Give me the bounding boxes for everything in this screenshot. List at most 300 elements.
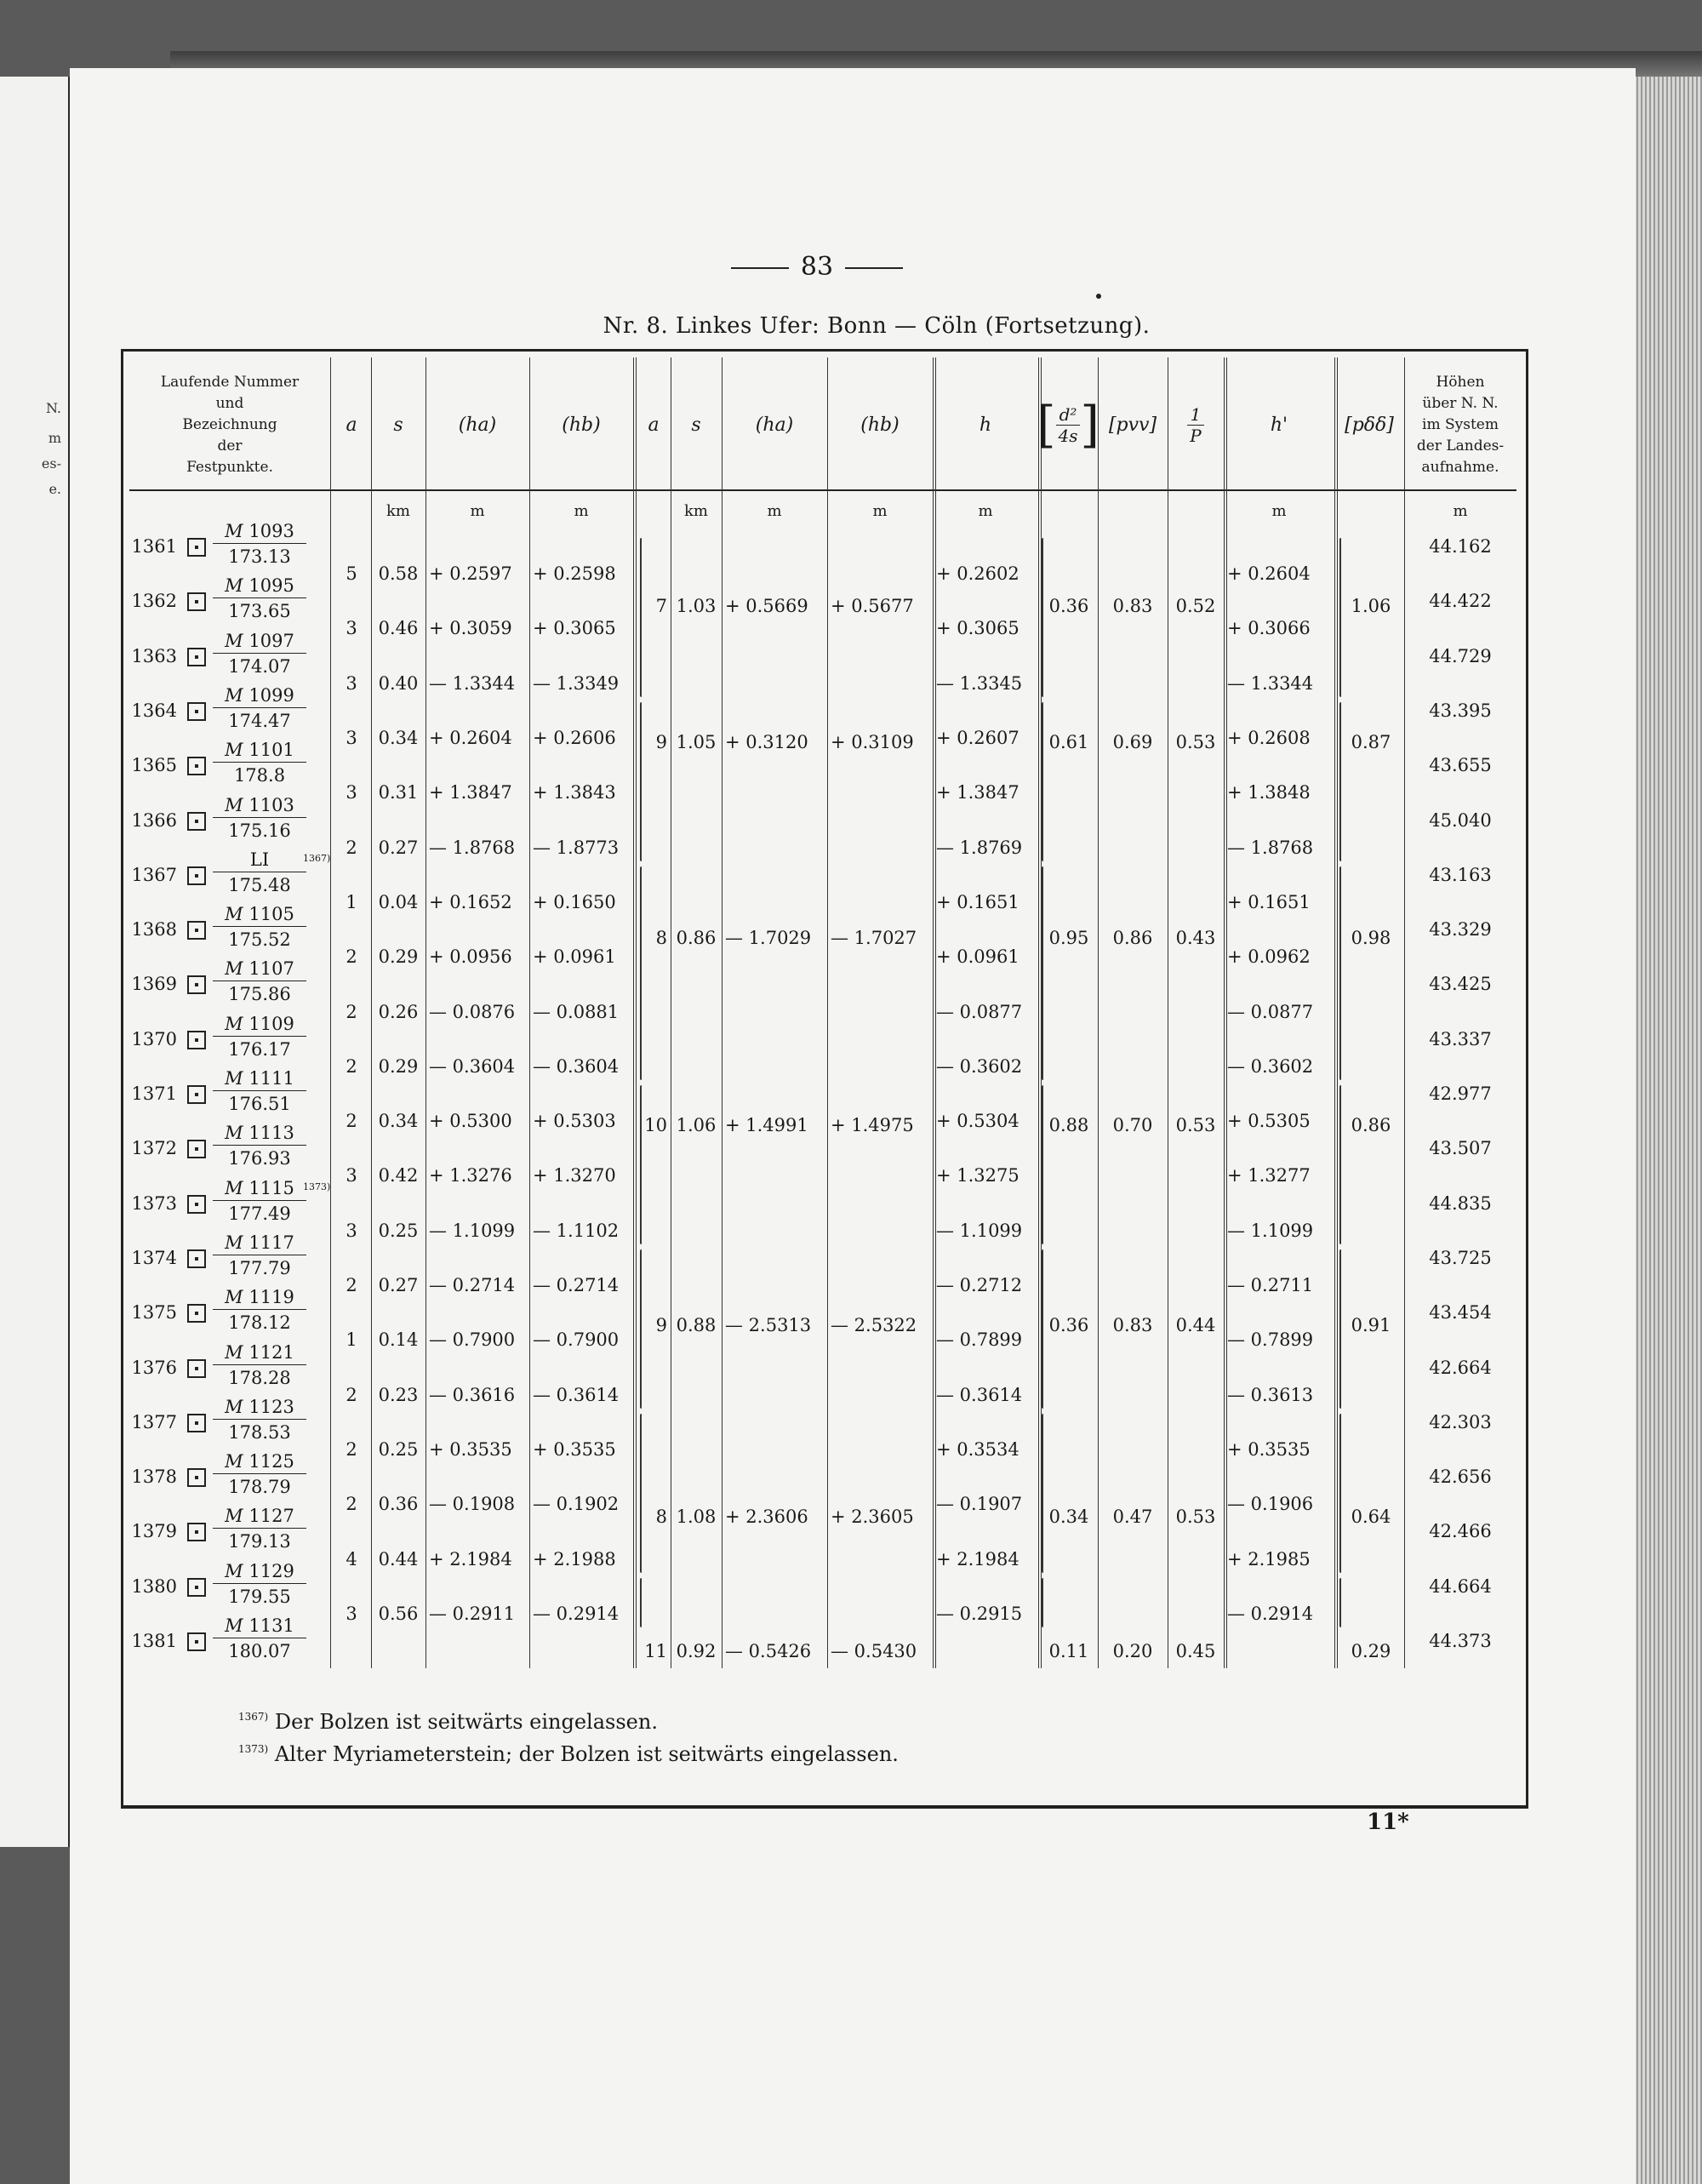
group-1-p: 0.53 [1175,1507,1216,1527]
section-a: 2 [346,1111,357,1132]
section-s: 0.29 [378,946,419,968]
header-rule [129,489,1516,491]
point-km: 174.47 [228,710,291,731]
point-number: 1366 [131,809,177,831]
point-number: 1370 [131,1028,177,1049]
benchmark-symbol-icon [187,1085,206,1104]
footnote-1367: $^{1367)}$ Der Bolzen ist seitwärts eingelassen. [238,1710,658,1734]
section-a: 1 [346,1329,357,1351]
benchmark-symbol-icon [187,1031,206,1049]
height-value: 44.835 [1429,1192,1492,1214]
section-h: + 0.3065 [936,618,1019,639]
benchmark-symbol-icon [187,702,206,721]
section-h-prime: — 0.3602 [1227,1055,1314,1077]
point-km: 178.79 [228,1477,291,1498]
section-a: 2 [346,1494,357,1515]
section-h-prime: + 0.3535 [1227,1438,1311,1460]
header-pdd: [pδδ] [1345,414,1394,436]
previous-page-edge [0,77,71,1847]
section-s: 0.34 [378,1111,419,1132]
group-brace [640,1249,642,1409]
group-brace [640,1085,642,1244]
section-h-prime: + 0.0962 [1227,946,1311,968]
group-pdd: 0.91 [1351,1315,1391,1335]
group-pdd: 0.98 [1351,928,1391,948]
section-h: + 0.5304 [936,1111,1019,1132]
point-km: 175.48 [228,874,291,895]
point-km: 173.65 [228,601,291,622]
ink-dot [1096,294,1101,299]
benchmark-symbol-icon [187,1140,206,1158]
point-number: 1378 [131,1466,177,1488]
footnotes [238,1706,899,1770]
margin-text: m [48,430,61,446]
point-km: 176.93 [228,1148,291,1169]
section-ha: + 0.3535 [429,1438,512,1460]
group-1-p: 0.53 [1175,1115,1216,1135]
point-km: 180.07 [228,1641,291,1661]
section-hb: + 2.1988 [533,1548,616,1569]
height-value: 43.163 [1429,864,1492,885]
point-mark: M 1107 [213,958,306,981]
column-rule [330,357,331,1668]
group-1-p: 0.52 [1175,596,1216,616]
column-rule [529,357,530,1668]
section-s: 0.36 [378,1494,419,1515]
group-brace [1042,1249,1043,1409]
group-a: 7 [655,596,667,616]
header-ha: (ha) [458,414,497,436]
group-pvv: 0.47 [1112,1507,1153,1527]
section-h-prime: — 0.7899 [1227,1329,1314,1351]
group-pvv: 0.83 [1112,1315,1153,1335]
section-s: 0.25 [378,1220,419,1241]
benchmark-symbol-icon [187,1304,206,1323]
section-s: 0.23 [378,1384,419,1405]
group-d2-4s: 0.36 [1048,1315,1089,1335]
footnote-ref: 1367) [303,852,331,864]
group-brace [640,538,642,697]
group-a: 9 [655,732,667,752]
section-h: + 0.3534 [936,1438,1019,1460]
point-mark: M 1127 [213,1506,306,1529]
group-pvv: 0.20 [1112,1641,1153,1661]
group-d2-4s: 0.11 [1048,1641,1089,1661]
section-ha: — 0.1908 [429,1494,516,1515]
margin-text: es- [41,455,61,472]
group-brace [1339,1085,1341,1244]
header-1-p: $\frac{1}{P}$ [1168,362,1224,488]
benchmark-symbol-icon [187,538,206,557]
header-h-prime: h' [1270,414,1288,436]
margin-text: N. [45,400,61,416]
section-h-prime: — 1.1099 [1227,1220,1314,1241]
section-a: 2 [346,1055,357,1077]
point-mark: M 1109 [213,1014,306,1037]
height-value: 44.162 [1429,536,1492,557]
point-km: 176.17 [228,1038,291,1060]
section-ha: + 1.3276 [429,1165,512,1186]
section-s: 0.34 [378,728,419,749]
section-h-prime: — 1.8768 [1227,837,1314,858]
height-value: 43.725 [1429,1247,1492,1268]
benchmark-symbol-icon [187,1632,206,1651]
section-h: — 0.1907 [936,1494,1023,1515]
group-hb: + 0.3109 [831,732,914,752]
group-ha: + 0.5669 [725,596,808,616]
header-a2: a [648,414,660,436]
benchmark-symbol-icon [187,1359,206,1378]
section-s: 0.44 [378,1548,419,1569]
point-number: 1362 [131,591,177,612]
section-hb: + 0.3535 [533,1438,616,1460]
point-number: 1377 [131,1411,177,1432]
header-hoehen: Höhen über N. N. im System der Landes- aufnahme. [1416,373,1505,476]
section-a: 2 [346,1384,357,1405]
group-pvv: 0.86 [1112,928,1153,948]
section-s: 0.27 [378,837,419,858]
group-brace [640,702,642,861]
section-a: 5 [346,563,357,585]
section-a: 3 [346,672,357,694]
group-1-p: 0.53 [1175,732,1216,752]
point-km: 175.52 [228,929,291,951]
section-hb: + 0.5303 [533,1111,616,1132]
point-number: 1371 [131,1083,177,1104]
point-number: 1365 [131,755,177,776]
unit-s2: km [684,502,708,520]
point-mark: M 1093 [213,521,306,544]
column-rule [1098,357,1099,1668]
point-km: 178.28 [228,1367,291,1388]
section-hb: + 0.2606 [533,728,616,749]
benchmark-symbol-icon [187,1195,206,1214]
section-s: 0.40 [378,672,419,694]
group-ha: — 0.5426 [725,1641,812,1661]
group-hb: + 1.4975 [831,1115,914,1135]
height-value: 43.655 [1429,755,1492,776]
section-ha: + 0.1652 [429,891,512,912]
section-hb: — 1.1102 [533,1220,620,1241]
point-km: 176.51 [228,1094,291,1114]
section-hb: — 0.2914 [533,1603,620,1624]
section-ha: + 0.2604 [429,728,512,749]
group-brace [640,1414,642,1573]
point-number: 1369 [131,974,177,995]
section-h: + 0.2607 [936,728,1019,749]
height-value: 44.373 [1429,1631,1492,1651]
unit-hb: m [574,502,589,520]
point-mark: M 1099 [213,685,306,708]
point-mark: M 1111 [213,1068,306,1091]
group-a: 8 [655,1507,667,1527]
group-1-p: 0.43 [1175,928,1216,948]
section-s: 0.46 [378,618,419,639]
column-rule [827,357,828,1668]
group-s: 1.05 [676,732,717,752]
group-s: 1.03 [676,596,717,616]
group-brace [1339,1578,1341,1627]
section-hb: + 1.3270 [533,1165,616,1186]
group-d2-4s: 0.61 [1048,732,1089,752]
section-h-prime: + 2.1985 [1227,1548,1311,1569]
section-ha: + 1.3847 [429,782,512,803]
section-h-prime: + 0.5305 [1227,1111,1311,1132]
point-mark: M 1097 [213,631,306,654]
section-s: 0.14 [378,1329,419,1351]
height-value: 42.664 [1429,1357,1492,1378]
benchmark-symbol-icon [187,1523,206,1541]
point-number: 1380 [131,1575,177,1597]
height-value: 44.664 [1429,1575,1492,1597]
group-d2-4s: 0.95 [1048,928,1089,948]
header-pvv: [pvv] [1108,414,1157,436]
section-a: 3 [346,1220,357,1241]
section-ha: — 1.3344 [429,672,516,694]
section-s: 0.04 [378,891,419,912]
section-h-prime: — 0.3613 [1227,1384,1314,1405]
height-value: 43.395 [1429,700,1492,721]
section-h: + 0.2602 [936,563,1019,585]
section-h-prime: + 0.2604 [1227,563,1311,585]
group-d2-4s: 0.88 [1048,1115,1089,1135]
benchmark-symbol-icon [187,1414,206,1432]
section-a: 3 [346,728,357,749]
point-mark: M 1119 [213,1287,306,1310]
height-value: 43.507 [1429,1138,1492,1159]
point-number: 1367 [131,864,177,885]
section-ha: — 1.8768 [429,837,516,858]
height-value: 43.329 [1429,919,1492,940]
section-hb: + 0.0961 [533,946,616,968]
section-hb: — 0.1902 [533,1494,620,1515]
section-ha: + 0.0956 [429,946,512,968]
section-ha: — 1.1099 [429,1220,516,1241]
header-a: a [346,414,357,436]
benchmark-symbol-icon [187,1578,206,1597]
section-s: 0.27 [378,1275,419,1296]
section-h: + 1.3847 [936,782,1019,803]
group-a: 10 [644,1115,667,1135]
height-value: 43.425 [1429,974,1492,995]
unit-s: km [386,502,410,520]
section-hb: + 0.2598 [533,563,616,585]
group-1-p: 0.45 [1175,1641,1216,1661]
header-ha2: (ha) [755,414,794,436]
height-value: 43.337 [1429,1028,1492,1049]
point-mark: M 1101 [213,740,306,763]
group-brace [1042,1414,1043,1573]
group-brace [1042,538,1043,697]
benchmark-symbol-icon [187,921,206,940]
section-s: 0.29 [378,1055,419,1077]
section-h-prime: — 0.1906 [1227,1494,1314,1515]
section-s: 0.25 [378,1438,419,1460]
footnote-1373: $^{1373)}$ Alter Myriameterstein; der Bolzen ist seitwärts eingelassen. [238,1742,899,1766]
section-hb: — 0.3614 [533,1384,620,1405]
point-mark: M 1129 [213,1561,306,1584]
section-a: 2 [346,946,357,968]
section-a: 1 [346,891,357,912]
group-1-p: 0.44 [1175,1315,1216,1335]
group-pdd: 1.06 [1351,596,1391,616]
group-ha: — 2.5313 [725,1315,812,1335]
section-a: 3 [346,618,357,639]
point-mark: M 1121 [213,1342,306,1365]
header-s: s [393,414,403,436]
point-km: 179.55 [228,1586,291,1607]
group-s: 0.92 [676,1641,717,1661]
group-pdd: 0.86 [1351,1115,1391,1135]
point-mark: M 1103 [213,795,306,818]
height-value: 45.040 [1429,809,1492,831]
section-hb: — 0.2714 [533,1275,620,1296]
group-hb: — 2.5322 [831,1315,917,1335]
height-value: 44.422 [1429,591,1492,612]
section-h: — 0.0877 [936,1001,1023,1022]
group-d2-4s: 0.34 [1048,1507,1089,1527]
point-km: 178.8 [233,765,286,786]
section-a: 2 [346,1001,357,1022]
section-s: 0.56 [378,1603,419,1624]
point-mark: M 1131 [213,1615,306,1638]
section-hb: + 1.3843 [533,782,616,803]
point-number: 1368 [131,919,177,940]
section-h: — 0.3602 [936,1055,1023,1077]
unit-h-prime: m [1271,502,1287,520]
benchmark-symbol-icon [187,812,206,831]
group-s: 0.88 [676,1315,717,1335]
section-hb: — 0.0881 [533,1001,620,1022]
group-brace [1042,1578,1043,1627]
section-a: 3 [346,1603,357,1624]
group-brace [1339,1249,1341,1409]
section-h-prime: — 0.0877 [1227,1001,1314,1022]
section-ha: — 0.2714 [429,1275,516,1296]
group-brace [1339,702,1341,861]
point-km: 179.13 [228,1531,291,1552]
benchmark-symbol-icon [187,1249,206,1268]
group-s: 1.06 [676,1115,717,1135]
page-number: 83 [715,252,919,282]
group-pdd: 0.29 [1351,1641,1391,1661]
point-number: 1361 [131,536,177,557]
benchmark-symbol-icon [187,648,206,666]
group-s: 0.86 [676,928,717,948]
point-mark: LI [213,849,306,872]
height-value: 42.977 [1429,1083,1492,1104]
group-pvv: 0.83 [1112,596,1153,616]
section-hb: — 0.3604 [533,1055,620,1077]
point-number: 1376 [131,1357,177,1378]
unit-h: m [978,502,993,520]
unit-hoehen: m [1453,502,1468,520]
section-s: 0.31 [378,782,419,803]
header-d2-4s: [ $\frac{\text{d²}}{4s}$ ] [1036,396,1100,454]
column-rule [1334,357,1338,1668]
section-ha: + 0.2597 [429,563,512,585]
section-h: — 0.2712 [936,1275,1023,1296]
section-h: + 0.1651 [936,891,1019,912]
header-s2: s [691,414,701,436]
section-h: — 0.7899 [936,1329,1023,1351]
point-mark: M 1125 [213,1451,306,1474]
section-a: 2 [346,1275,357,1296]
point-km: 178.12 [228,1312,291,1334]
group-hb: + 2.3605 [831,1507,914,1527]
section-h-prime: + 0.2608 [1227,728,1311,749]
group-a: 11 [644,1641,667,1661]
group-brace [1042,1085,1043,1244]
point-km: 177.79 [228,1257,291,1278]
unit-ha: m [470,502,485,520]
header-hb: (hb) [562,414,601,436]
group-ha: + 1.4991 [725,1115,808,1135]
section-ha: + 0.5300 [429,1111,512,1132]
group-brace [1042,866,1043,1080]
section-h: — 0.2915 [936,1603,1023,1624]
point-mark: M 1115 [213,1178,306,1201]
section-ha: — 0.3604 [429,1055,516,1077]
point-km: 175.86 [228,984,291,1005]
section-h: — 1.8769 [936,837,1023,858]
point-number: 1363 [131,645,177,666]
section-ha: — 0.2911 [429,1603,516,1624]
section-a: 2 [346,1438,357,1460]
section-h-prime: — 1.3344 [1227,672,1314,694]
section-s: 0.58 [378,563,419,585]
section-h: + 2.1984 [936,1548,1019,1569]
group-a: 8 [655,928,667,948]
point-km: 174.07 [228,655,291,677]
section-h-prime: — 0.2711 [1227,1275,1314,1296]
group-ha: + 2.3606 [725,1507,808,1527]
section-h: + 1.3275 [936,1165,1019,1186]
group-ha: + 0.3120 [725,732,808,752]
unit-ha2: m [767,502,782,520]
point-mark: M 1105 [213,904,306,927]
benchmark-symbol-icon [187,866,206,885]
section-a: 3 [346,1165,357,1186]
group-pvv: 0.70 [1112,1115,1153,1135]
section-h-prime: + 1.3848 [1227,782,1311,803]
section-ha: + 2.1984 [429,1548,512,1569]
point-number: 1374 [131,1247,177,1268]
section-hb: + 0.1650 [533,891,616,912]
section-a: 4 [346,1548,357,1569]
point-mark: M 1095 [213,575,306,598]
section-hb: — 1.3349 [533,672,620,694]
section-ha: — 0.3616 [429,1384,516,1405]
section-s: 0.42 [378,1165,419,1186]
benchmark-symbol-icon [187,975,206,994]
point-mark: M 1113 [213,1123,306,1146]
section-h-prime: — 0.2914 [1227,1603,1314,1624]
point-number: 1381 [131,1631,177,1651]
page-title: Nr. 8. Linkes Ufer: Bonn — Cöln (Fortsetzung). [603,313,1151,339]
header-h: h [979,414,992,436]
point-mark: M 1123 [213,1397,306,1420]
point-number: 1375 [131,1302,177,1324]
group-hb: + 0.5677 [831,596,914,616]
unit-hb2: m [872,502,888,520]
margin-text: e. [49,481,61,497]
section-hb: — 1.8773 [533,837,620,858]
section-a: 2 [346,837,357,858]
group-pdd: 0.87 [1351,732,1391,752]
signature-mark: 11* [1367,1810,1409,1835]
group-hb: — 1.7027 [831,928,917,948]
